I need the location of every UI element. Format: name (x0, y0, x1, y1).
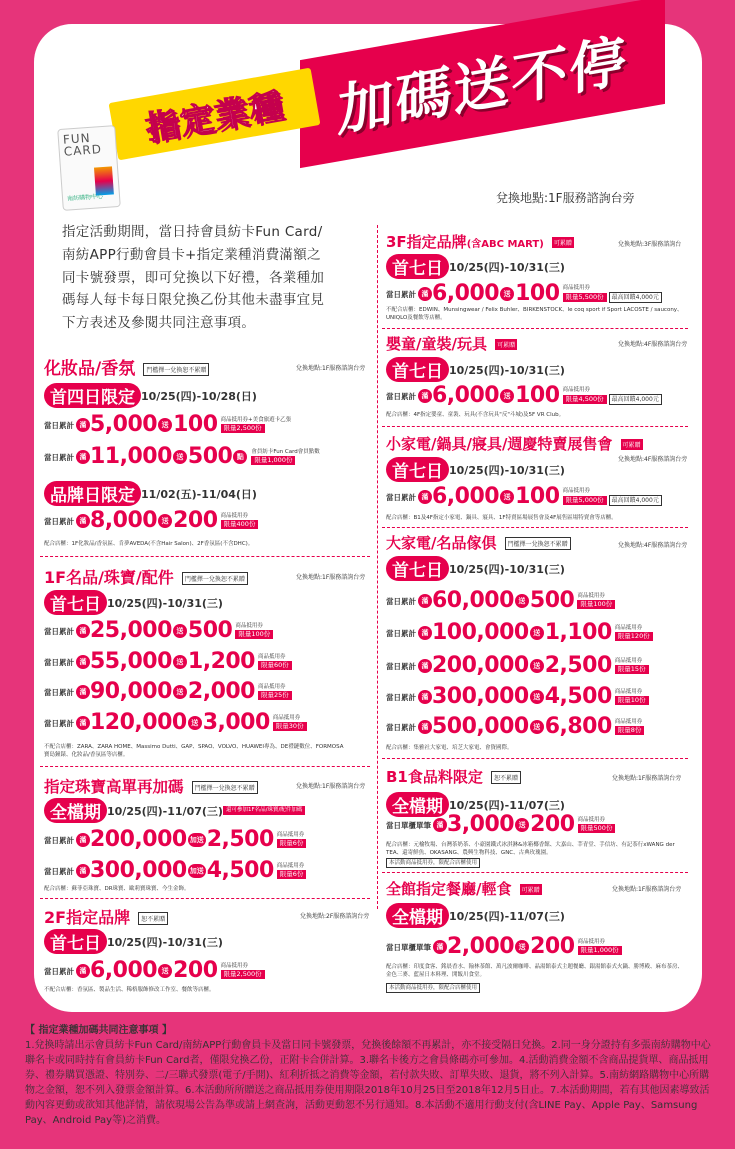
row-label: 當日累計 (44, 966, 74, 976)
period-pill: 首七日 (386, 254, 449, 279)
coupon-restriction: 本活動商品抵用券，限配合店櫃使用 (386, 858, 480, 868)
period-date: 10/25(四)-10/31(三) (449, 260, 565, 274)
tier-amount: 300,000 (90, 858, 187, 883)
tier-row (386, 936, 622, 958)
notice-block (25, 1023, 715, 1128)
intro-text: 指定活動期間，當日持會員紡卡Fun Card/南紡APP行動會員卡+指定業種消費滿額之同卡號發票，即可兌換以下好禮，各業種加碼每人每卡每日限兌換乙份其他未盡事宜見下方表述及參閱共同注意事項。 (62, 224, 325, 332)
tier-amount: 6,000 (432, 383, 500, 408)
row-label: 當日累計 (44, 687, 74, 697)
tier-row (386, 686, 649, 708)
limit-badge: 限量500份 (578, 824, 616, 833)
song-badge: 送 (158, 418, 172, 432)
section-title: 化妝品/香氛 (44, 359, 136, 379)
row-label: 當日累計 (386, 722, 416, 732)
abc-section (386, 231, 574, 252)
man-badge: 滿 (76, 418, 90, 432)
period-date: 10/25(四)-10/31(三) (107, 935, 223, 949)
tier-gift: 6,800 (544, 714, 612, 739)
fun-card-image (57, 125, 121, 211)
song-badge: 送 (500, 287, 514, 301)
tier-amount: 200,000 (432, 653, 529, 678)
limit-badge: 限量1,000份 (578, 946, 622, 955)
tier-gift: 2,500 (206, 827, 274, 852)
row-label: 當日累計 (386, 289, 416, 299)
song-badge: 送 (530, 720, 544, 734)
limit-badge: 限量8份 (615, 726, 645, 735)
period-pill: 首七日 (44, 929, 107, 954)
tier-amount: 2,000 (447, 934, 515, 959)
man-badge: 滿 (76, 716, 90, 730)
row-label: 當日單櫃單筆 (386, 820, 431, 830)
tier-gift: 3,000 (202, 710, 270, 735)
tier-amount: 5,000 (90, 412, 158, 437)
row-label: 當日累計 (44, 657, 74, 667)
man-badge: 滿 (76, 450, 90, 464)
section-note: 配合店櫃：B1及4F指定小家電、鍋具、寢具、1F特賣區場展售會及4F展售區場特賣會等店櫃。 (386, 515, 617, 521)
dining-section (386, 878, 542, 899)
coupon-label: 商品抵用券 (258, 654, 286, 660)
coupon-label: 商品抵用券 (258, 684, 286, 690)
song-badge: 送 (158, 514, 172, 528)
man-badge: 滿 (76, 864, 90, 878)
period-pill: 首七日 (386, 357, 449, 382)
coupon-label: 商品抵用券 (614, 625, 643, 631)
section-divider (382, 527, 688, 528)
coupon-label: 商品抵用券+美食旅遊卡乙張 (220, 417, 292, 423)
coupon-label: 商品抵用券 (272, 715, 301, 721)
section-title: 小家電/鍋具/寢具/週慶特賣展售會 (386, 435, 613, 453)
tier-amount: 3,000 (447, 812, 515, 837)
period-date: 10/25(四)-11/07(三) (449, 798, 565, 812)
tier-amount: 25,000 (90, 618, 172, 643)
coupon-label: 商品抵用券 (614, 658, 643, 664)
section-location: 兌換地點:4F服務諮詢台旁 (618, 341, 688, 348)
tier-row (386, 590, 615, 612)
limit-badge: 限量60份 (258, 661, 292, 670)
coupon-label: 商品抵用券 (276, 832, 305, 838)
tier-gift: 100 (515, 484, 560, 509)
period-row (386, 357, 565, 382)
coupon-label: 商品抵用券 (577, 939, 606, 945)
limit-badge: 限量6份 (277, 839, 307, 848)
tier-row (386, 283, 662, 305)
section-subtitle: (含ABC MART) (466, 239, 544, 250)
limit-badge: 限量120份 (615, 632, 653, 641)
coupon-label: 商品抵用券 (614, 689, 643, 695)
section-divider (40, 898, 370, 899)
section-tag: 可累贈 (495, 339, 517, 350)
tier-amount: 500,000 (432, 714, 529, 739)
song-badge: 送 (530, 626, 544, 640)
limit-badge: 限量5,000份 (563, 496, 607, 505)
period-row (44, 590, 223, 615)
tier-gift: 500 (187, 444, 233, 469)
row-label: 當日累計 (44, 452, 74, 462)
limit-badge: 限量1,000份 (251, 456, 295, 465)
song-badge: 送 (173, 450, 187, 464)
limit-badge: 限量30份 (273, 722, 307, 731)
tier-gift: 1,200 (187, 649, 255, 674)
section-tag: 可累贈 (621, 439, 643, 450)
period-row (44, 481, 257, 506)
tier-amount: 100,000 (432, 620, 529, 645)
period-row (44, 383, 257, 408)
coupon-restriction: 本活動商品抵用券，限配合店櫃使用 (386, 983, 480, 993)
row-label: 當日累計 (386, 391, 416, 401)
section-note: 配合店櫃：4F指定嬰童、童裝、玩具(不含玩具"反"斗城)及5F VR Club。 (386, 412, 565, 418)
column-divider (377, 225, 378, 909)
baby-section (386, 333, 517, 354)
man-badge: 滿 (418, 287, 432, 301)
tier-row (44, 414, 291, 436)
row-label: 當日累計 (44, 835, 74, 845)
man-badge: 滿 (418, 389, 432, 403)
limit-badge: 限量100份 (577, 600, 615, 609)
tier-amount: 120,000 (90, 710, 187, 735)
section-title: 3F指定品牌 (386, 233, 467, 251)
tier-gift: 100 (173, 412, 218, 437)
limit-badge: 限量2,500份 (221, 970, 265, 979)
title-banner-main: 加碼送不停 (300, 0, 665, 168)
period-date: 10/25(四)-11/07(三) (107, 804, 223, 818)
tier-row (44, 651, 292, 673)
jewelry-section (44, 775, 258, 797)
section-location: 兌換地點:4F服務諮詢台旁 (618, 542, 688, 549)
limit-badge: 限量100份 (235, 630, 273, 639)
period-pill: 首四日限定 (44, 383, 141, 408)
period-date: 10/25(四)-10/28(日) (141, 389, 257, 403)
section-title: 指定珠寶高單再加碼 (44, 778, 184, 796)
tier-row (386, 716, 644, 738)
tier-row (44, 712, 307, 734)
man-badge: 滿 (76, 685, 90, 699)
section-tag: 門檻擇一兌換恕不累贈 (505, 537, 571, 550)
man-badge: 滿 (418, 594, 432, 608)
section-note: 配合店櫃：蘇菲亞珠寶、DR珠寶、歐莉寶珠寶、今生金飾。 (44, 886, 190, 892)
coupon-label: 商品抵用券 (577, 593, 605, 599)
song-badge: 加送 (188, 864, 206, 878)
section-note-box (386, 858, 480, 868)
card-logo: 南紡購物中心 (66, 193, 104, 203)
man-badge: 滿 (418, 490, 432, 504)
tier-gift: 2,500 (544, 653, 612, 678)
tier-gift: 1,100 (544, 620, 612, 645)
section-note: 配合店櫃：元榆牧場、台灣茶奶茶、小豪園鐵式冰淇淋&冰箱椰香館、大嘉山、莘青堂、手信坊、有記茶行xWANG der TEA、還寄鮮魚、OKASANG、農興生物科技、GNC、古典玫瑰園。 (386, 842, 675, 856)
man-badge: 滿 (76, 655, 90, 669)
limit-badge: 限量2,500份 (221, 424, 265, 433)
man-badge: 滿 (418, 659, 432, 673)
coupon-label: 商品抵用券 (220, 963, 249, 969)
section-location: 兌換地點:3F服務諮詢台 (618, 241, 682, 248)
section-note: 配合店櫃：印度食客、銘晨香水、翰林茶館、萬凡波爾咖啡、晶湯館泰式主題餐廳、銀湯館泰式火鍋、勝博殿、麻布茶房、金色三麥、藍屋日本料理、開飯川食堂。 (386, 964, 684, 978)
tier-gift: 500 (529, 588, 575, 613)
period-date: 10/25(四)-11/07(三) (449, 909, 565, 923)
song-badge: 送 (173, 685, 187, 699)
tier-row (44, 960, 265, 982)
period-date: 10/25(四)-10/31(三) (449, 463, 565, 477)
song-badge: 送 (530, 690, 544, 704)
redeem-location: 兌換地點:1F服務諮詢台旁 (496, 191, 635, 205)
tier-row (44, 446, 320, 468)
song-badge: 送 (515, 818, 529, 832)
section-note: 不配合店櫃：ZARA、ZARA HOME、Massimo Dutti、GAP、SPAO、VOLVO、HUAWEI專為、DE禮鏈數位、FORMOSA寶島鐘錶、化妝品/香氛區等店櫃。 (44, 744, 344, 758)
period-pill: 全檔期 (44, 798, 107, 823)
tier-amount: 6,000 (90, 958, 158, 983)
section-title: B1食品料限定 (386, 768, 483, 786)
tier-row (44, 620, 273, 642)
tier-amount: 8,000 (90, 508, 158, 533)
section-divider (382, 758, 688, 759)
row-label: 當日累計 (386, 492, 416, 502)
section-location: 兌換地點:1F服務諮詢台旁 (296, 365, 366, 372)
section-tag: 恕不累贈 (138, 912, 168, 925)
period-row (386, 254, 565, 279)
tier-amount: 6,000 (432, 281, 500, 306)
tier-gift: 200 (173, 958, 218, 983)
man-badge: 滿 (433, 940, 447, 954)
limit-badge: 限量25份 (258, 691, 292, 700)
row-label: 當日累計 (44, 718, 74, 728)
song-badge: 送 (188, 716, 202, 730)
section-location: 兌換地點:1F服務諮詢台旁 (612, 886, 682, 893)
section-tag: 門檻擇一兌換恕不累贈 (182, 572, 248, 585)
row-label: 當日累計 (386, 692, 416, 702)
row-label: 當日累計 (386, 628, 416, 638)
section-note-box (386, 983, 480, 993)
row-label: 當日累計 (44, 516, 74, 526)
card-card-text: CARD (63, 142, 103, 159)
section-location: 兌換地點:1F服務諮詢台旁 (296, 574, 366, 581)
coupon-label: 商品抵用券 (562, 285, 591, 291)
coupon-label: 商品抵用券 (220, 513, 249, 519)
section-title: 嬰童/童裝/玩具 (386, 335, 487, 353)
tier-row (44, 510, 258, 532)
brands1f-section (44, 565, 248, 588)
song-badge: 送 (173, 624, 187, 638)
row-label: 當日累計 (44, 420, 74, 430)
max-badge: 最高回饋4,000元 (609, 292, 662, 303)
limit-badge: 限量10份 (615, 696, 649, 705)
tier-gift: 500 (187, 618, 233, 643)
limit-badge: 限量6份 (277, 870, 307, 879)
tier-amount: 90,000 (90, 679, 172, 704)
section-location: 兌換地點:1F服務諮詢台旁 (612, 775, 682, 782)
period-pill: 全檔期 (386, 792, 449, 817)
man-badge: 滿 (76, 624, 90, 638)
period-date: 10/25(四)-10/31(三) (449, 562, 565, 576)
max-badge: 最高回饋4,000元 (609, 394, 662, 405)
coupon-label: 商品抵用券 (614, 719, 643, 725)
section-tag: 可累贈 (552, 237, 574, 248)
period-date: 11/02(五)-11/04(日) (141, 487, 257, 501)
tier-amount: 6,000 (432, 484, 500, 509)
tier-row (386, 385, 662, 407)
tier-amount: 11,000 (90, 444, 172, 469)
man-badge: 滿 (76, 964, 90, 978)
coupon-label: 商品抵用券 (562, 488, 591, 494)
coupon-label: 商品抵用券 (235, 623, 263, 629)
period-pill: 首七日 (386, 457, 449, 482)
period-pill: 首七日 (44, 590, 107, 615)
section-title: 大家電/名品傢俱 (386, 534, 497, 552)
section-location: 兌換地點:1F服務諮詢台旁 (296, 783, 366, 790)
points-badge: 點 (233, 450, 247, 464)
limit-badge: 限量4,500份 (563, 395, 607, 404)
row-label: 當日累計 (44, 866, 74, 876)
section-tag: 可累贈 (520, 884, 542, 895)
tier-gift: 2,000 (187, 679, 255, 704)
tier-row (386, 655, 649, 677)
man-badge: 滿 (418, 720, 432, 734)
song-badge: 送 (515, 594, 529, 608)
song-badge: 送 (515, 940, 529, 954)
tier-row (44, 681, 292, 703)
tier-gift: 200 (530, 812, 575, 837)
max-badge: 最高回饋4,000元 (609, 495, 662, 506)
cosmetics-section (44, 354, 209, 379)
tier-gift: 200 (530, 934, 575, 959)
period-row (386, 457, 565, 482)
coupon-label: 商品抵用券 (577, 817, 606, 823)
tier-gift: 200 (173, 508, 218, 533)
section-title: 2F指定品牌 (44, 908, 131, 927)
coupon-label: 商品抵用券 (562, 387, 591, 393)
brands2f-section (44, 905, 168, 928)
man-badge: 滿 (418, 690, 432, 704)
tier-gift: 4,500 (544, 684, 612, 709)
period-row (44, 929, 223, 954)
section-divider (382, 872, 688, 873)
tier-gift: 100 (515, 281, 560, 306)
period-pill: 品牌日限定 (44, 481, 141, 506)
song-badge: 送 (500, 389, 514, 403)
tier-row (386, 622, 653, 644)
limit-badge: 限量5,500份 (563, 293, 607, 302)
furniture-section (386, 532, 571, 553)
section-divider (40, 766, 370, 767)
section-divider (40, 556, 370, 557)
man-badge: 滿 (76, 514, 90, 528)
appliance-section (386, 433, 643, 454)
food-section (386, 766, 521, 787)
period-row (386, 556, 565, 581)
period-row (386, 903, 565, 928)
section-location: 兌換地點:4F服務諮詢台旁 (618, 456, 688, 463)
row-label: 當日累計 (44, 626, 74, 636)
section-tag: 恕不累贈 (491, 771, 521, 784)
tier-row (44, 829, 306, 851)
limit-badge: 限量400份 (221, 520, 259, 529)
section-tag: 門檻擇一兌換恕不累贈 (143, 363, 209, 376)
section-note: 配合店櫃：1F化妝品/香氛區、肯夢AVEDA(不含Hair Salon)、2F香氛區(不含DHC)。 (44, 541, 254, 547)
man-badge: 滿 (76, 833, 90, 847)
song-badge: 送 (500, 490, 514, 504)
coupon-label: 商品抵用券 (276, 863, 305, 869)
row-label: 當日累計 (386, 596, 416, 606)
section-divider (382, 426, 688, 427)
period-pill: 全檔期 (386, 903, 449, 928)
section-note: 不配合店櫃：EDWIN、Munsingwear / Felix Buhler、BIRKENSTOCK、le coq sport if Sport LACOSTE / saucony、UNIQLO及餐飲等店櫃。 (386, 307, 683, 321)
song-badge: 加送 (188, 833, 206, 847)
period-row (44, 798, 305, 823)
man-badge: 滿 (418, 626, 432, 640)
tier-row (386, 486, 662, 508)
period-date: 10/25(四)-10/31(三) (107, 596, 223, 610)
section-note: 不配合店櫃：香氛區、製品生活、稀格服飾修改工作室、餐飲等店櫃。 (44, 987, 215, 993)
limit-badge: 限量15份 (615, 665, 649, 674)
section-title: 全館指定餐廳/輕食 (386, 880, 512, 898)
notice-heading: 【 指定業種加碼共同注意事項 】 (25, 1025, 172, 1036)
tier-amount: 200,000 (90, 827, 187, 852)
period-date: 10/25(四)-10/31(三) (449, 363, 565, 377)
tier-gift: 100 (515, 383, 560, 408)
section-title: 1F名品/珠寶/配件 (44, 568, 174, 587)
section-location: 兌換地點:2F服務諮詢台旁 (300, 913, 370, 920)
tier-amount: 55,000 (90, 649, 172, 674)
song-badge: 送 (173, 655, 187, 669)
row-label: 當日累計 (386, 661, 416, 671)
man-badge: 滿 (433, 818, 447, 832)
song-badge: 送 (530, 659, 544, 673)
tier-row (386, 814, 615, 836)
tier-amount: 60,000 (432, 588, 514, 613)
notice-text: 1.兌換時請出示會員紡卡Fun Card/南紡APP行動會員卡及當日同卡號發票，兌換後餘額不再累計，亦不接受隔日兌換。2.同一身分證持有多張南紡購物中心聯名卡或同時持有會員紡卡Fun Card者，僅限兌換乙份，正附卡合併計算。3.聯名卡後方之會員條碼亦可參加。4.活動消費金額不含商品提貨單、商品抵用券、禮券購買憑證、特別券、二/三聯式發票(電子/手開)、紅利折抵之消費等金額，若付款失敗、訂單失敗、退貨，將不列入計算。5.南紡網路購物中心所購物之金額，恕不列入發票金額計算。6.本活動所所贈送之商品抵用券使用期限2018年10月25日至2018年12月5日止。7.本活動期間，若有其他因素導致活動內容更動或欲知其他詳情，請依現場公告為準或請上網查詢，活動更動恕不另行通知。8.本活動不適用行動支付(含LINE Pay、Apple Pay、Samsung Pay、Android Pay等)之消費。 (25, 1040, 711, 1126)
section-note: 配合店櫃：集雅社大家電、培芝大家電、會資國際。 (386, 745, 513, 751)
period-pill: 首七日 (386, 556, 449, 581)
card-fun-text: FUN (62, 130, 92, 147)
section-divider (382, 328, 688, 329)
title-banner-sub: 指定業種 (109, 68, 321, 161)
extra-badge: 還可參加1F名品/珠寶/配件加碼 (223, 806, 305, 815)
tier-row (44, 860, 306, 882)
row-label: 當日單櫃單筆 (386, 942, 431, 952)
section-tag: 門檻擇一兌換恕不累贈 (192, 781, 258, 794)
coupon-label: 會員紡卡Fun Card會員點數 (251, 449, 320, 455)
tier-amount: 300,000 (432, 684, 529, 709)
tier-gift: 4,500 (206, 858, 274, 883)
song-badge: 送 (158, 964, 172, 978)
